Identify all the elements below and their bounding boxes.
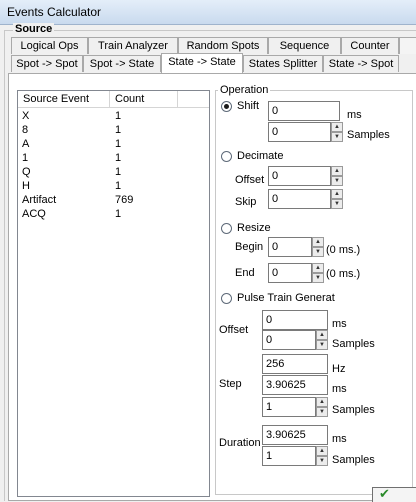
event-count: 1 [115,166,122,178]
pulse-step-samples-unit: Samples [332,404,375,416]
list-item[interactable] [18,151,209,165]
resize-begin-hint: (0 ms.) [326,244,361,256]
list-item[interactable] [18,179,209,193]
resize-end-spinner[interactable] [312,263,324,283]
pulse-duration-samples-unit: Samples [332,454,375,466]
pulse-step-label: Step [219,378,242,390]
shift-samples-spinner[interactable] [331,122,343,142]
pulse-duration-samples-field[interactable]: 1 [262,446,316,466]
list-item[interactable] [18,193,209,207]
tab-spot-to-spot[interactable]: Spot -> Spot [11,55,83,72]
pulse-offset-samples-spinner[interactable] [316,330,328,350]
decimate-skip-field[interactable]: 0 [268,189,331,209]
column-header-count[interactable]: Count [110,91,178,107]
resize-radio[interactable] [221,223,232,234]
window-title: Events Calculator [7,5,102,19]
spin-up-icon[interactable]: ▲ [316,397,328,407]
event-count: 1 [115,180,122,192]
pulse-offset-ms-unit: ms [332,318,347,330]
spin-down-icon[interactable]: ▼ [331,176,343,186]
event-count: 1 [115,110,122,122]
spin-up-icon[interactable]: ▲ [331,166,343,176]
resize-begin-spinner[interactable] [312,237,324,257]
spin-up-icon[interactable]: ▲ [312,263,324,273]
pulse-step-ms-unit: ms [332,383,347,395]
resize-begin-field[interactable]: 0 [268,237,312,257]
tab-random-spots[interactable]: Random Spots [178,37,268,54]
event-name: H [22,180,30,192]
spin-down-icon[interactable]: ▼ [312,273,324,283]
event-count: 1 [115,124,122,136]
list-item[interactable] [18,165,209,179]
operation-group-title: Operation [220,84,269,96]
list-item[interactable] [18,137,209,151]
decimate-offset-label: Offset [235,174,265,186]
pulse-train-label[interactable]: Pulse Train Generat [237,292,335,304]
spin-down-icon[interactable]: ▼ [316,456,328,466]
pulse-duration-ms-unit: ms [332,433,347,445]
shift-samples-field[interactable]: 0 [268,122,331,142]
pulse-step-samples-field[interactable]: 1 [262,397,316,417]
spin-up-icon[interactable]: ▲ [331,189,343,199]
check-icon: ✔ [379,486,390,501]
event-count: 1 [115,152,122,164]
tab-state-to-state[interactable]: State -> State [161,53,243,73]
shift-label[interactable]: Shift [237,100,260,112]
column-header-source-event[interactable]: Source Event [18,91,110,107]
event-count: 769 [115,194,134,206]
decimate-skip-spinner[interactable] [331,189,343,209]
event-count: 1 [115,208,122,220]
event-count: 1 [115,138,122,150]
spin-up-icon[interactable]: ▲ [316,330,328,340]
resize-label[interactable]: Resize [237,222,271,234]
spin-down-icon[interactable]: ▼ [316,407,328,417]
event-name: 1 [22,152,29,164]
spin-down-icon[interactable]: ▼ [331,199,343,209]
decimate-radio[interactable] [221,151,232,162]
tab-state-to-spot[interactable]: State -> Spot [323,55,399,72]
tab-sequence[interactable]: Sequence [268,37,341,54]
list-header [18,91,209,108]
decimate-offset-field[interactable]: 0 [268,166,331,186]
tab-spot-to-state[interactable]: Spot -> State [83,55,161,72]
title-bar [0,0,416,25]
pulse-step-samples-spinner[interactable] [316,397,328,417]
pulse-step-hz-field[interactable]: 256 [262,354,328,374]
pulse-step-ms-field[interactable]: 3.90625 [262,375,328,395]
source-event-list[interactable] [17,90,210,497]
decimate-offset-spinner[interactable] [331,166,343,186]
tab-counter[interactable]: Counter [341,37,399,54]
list-item[interactable] [18,207,209,221]
event-name: ACQ [22,208,46,220]
pulse-step-hz-unit: Hz [332,363,346,375]
event-name: 8 [22,124,29,136]
shift-samples-unit: Samples [347,129,390,141]
tab-train-analyzer[interactable]: Train Analyzer [88,37,178,54]
decimate-label[interactable]: Decimate [237,150,284,162]
tab-states-splitter[interactable]: States Splitter [243,55,323,72]
tab-overflow [399,37,416,54]
event-name: Artifact [22,194,57,206]
resize-end-label: End [235,267,255,279]
spin-down-icon[interactable]: ▼ [316,340,328,350]
resize-begin-label: Begin [235,241,264,253]
spin-up-icon[interactable]: ▲ [316,446,328,456]
shift-radio[interactable] [221,101,232,112]
decimate-skip-label: Skip [235,196,257,208]
ok-button[interactable] [372,487,416,502]
pulse-offset-samples-field[interactable]: 0 [262,330,316,350]
event-name: Q [22,166,31,178]
pulse-offset-ms-field[interactable]: 0 [262,310,328,330]
source-group-title: Source [15,23,53,35]
pulse-duration-samples-spinner[interactable] [316,446,328,466]
event-name: X [22,110,30,122]
pulse-offset-samples-unit: Samples [332,338,375,350]
spin-up-icon[interactable]: ▲ [331,122,343,132]
pulse-offset-label: Offset [219,324,249,336]
list-item[interactable] [18,123,209,137]
list-item[interactable] [18,109,209,123]
pulse-duration-label: Duration [219,437,261,449]
shift-ms-unit: ms [347,109,362,121]
pulse-duration-ms-field[interactable]: 3.90625 [262,425,328,445]
resize-end-field[interactable]: 0 [268,263,312,283]
spin-down-icon[interactable]: ▼ [331,132,343,142]
shift-ms-field[interactable]: 0 [268,101,340,121]
spin-up-icon[interactable]: ▲ [312,237,324,247]
pulse-train-radio[interactable] [221,293,232,304]
spin-down-icon[interactable]: ▼ [312,247,324,257]
event-name: A [22,138,30,150]
tab-logical-ops[interactable]: Logical Ops [11,37,88,54]
resize-end-hint: (0 ms.) [326,268,361,280]
